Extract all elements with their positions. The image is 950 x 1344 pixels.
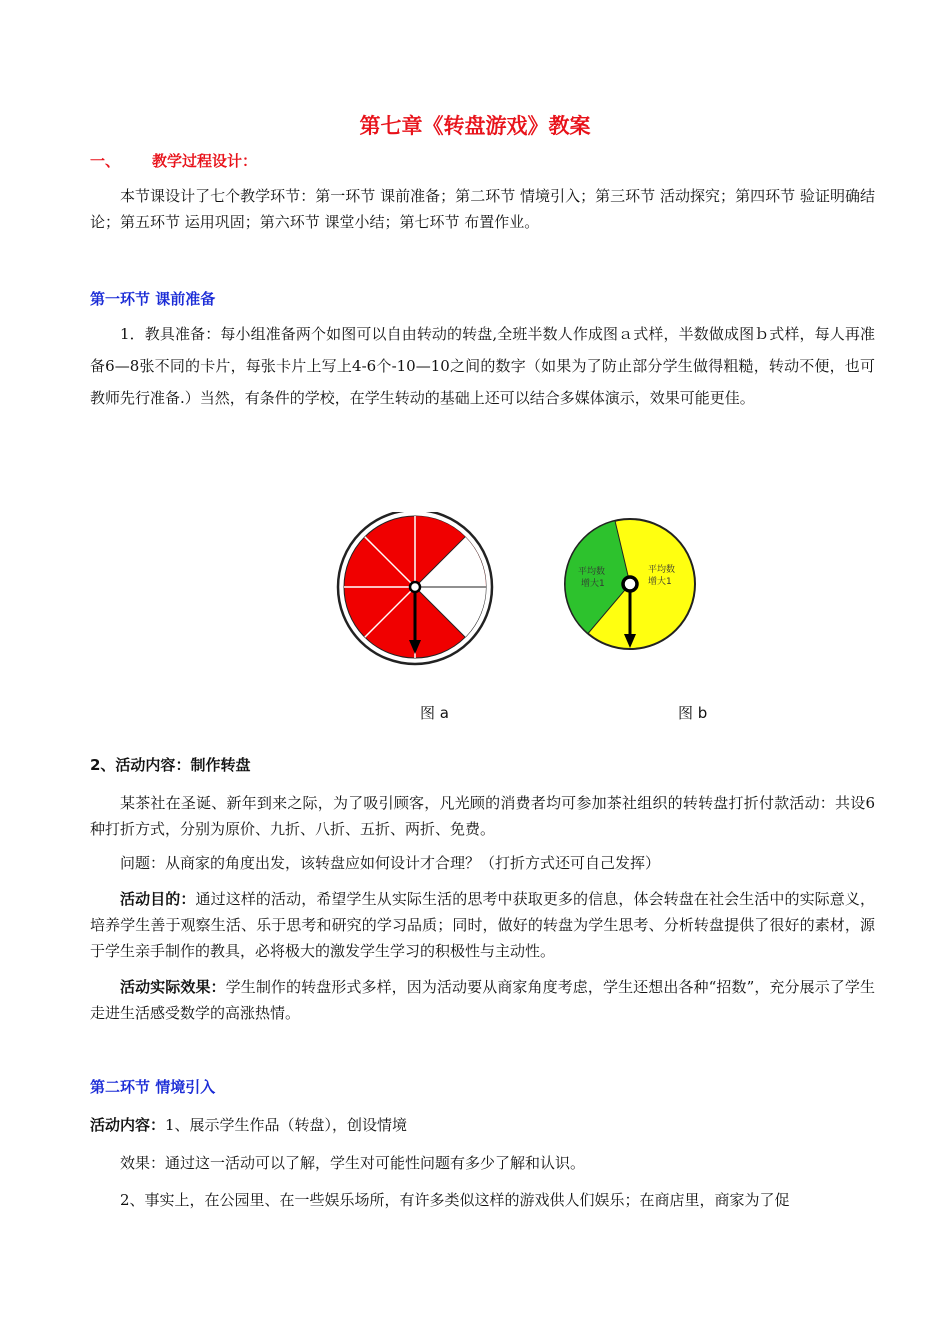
stage2-content-text: 1、展示学生作品（转盘），创设情境 <box>165 1116 408 1134</box>
stage2-content-label: 活动内容： <box>90 1116 166 1134</box>
spinner-figure <box>330 512 750 727</box>
section-heading <box>90 150 257 171</box>
figure-caption-b: 图 b <box>678 704 708 722</box>
svg-text:增大1: 增大1 <box>648 577 672 587</box>
effect-text: 学生制作的转盘形式多样，因为活动要从商家角度考虑，学生还想出各种“招数”，充分展示了学生走进生活感受数学的高涨热情。 <box>90 978 875 1022</box>
stage2-content-paragraph <box>90 1112 875 1138</box>
spinner-b <box>565 519 695 649</box>
spinner-a-hub <box>410 582 420 592</box>
activity-heading: 2、活动内容：制作转盘 <box>90 756 251 774</box>
spinner-b-green-label: 平均数 <box>578 567 606 577</box>
materials-paragraph: 1．教具准备：每小组准备两个如图可以自由转动的转盘,全班半数人作成图ａ式样，半数做成图ｂ式样，每人再准备6—8张不同的卡片，每张卡片上写上4-6个-10—10之间的数字（如果为了防止部分学生做得粗糙，转动不便，也可教师先行准备.）当然，有条件的学校，在学生转动的基础上还可以结合多媒体演示，效果可能更佳。 <box>90 325 875 407</box>
purpose-paragraph <box>90 886 875 964</box>
section-label: 教学过程设计： <box>152 152 258 170</box>
activity-paragraph: 某茶社在圣诞、新年到来之际，为了吸引顾客，凡光顾的消费者均可参加茶社组织的转转盘打折付款活动：共设6种打折方式，分别为原价、九折、八折、五折、两折、免费。 <box>90 794 875 838</box>
stage2-heading: 第二环节 情境引入 <box>90 1078 216 1096</box>
spinner-illustration <box>330 512 750 727</box>
purpose-label: 活动目的： <box>120 890 196 908</box>
spinner-b-hub <box>623 577 637 591</box>
purpose-text: 通过这样的活动，希望学生从实际生活的思考中获取更多的信息，体会转盘在社会生活中的实际意义，培养学生善于观察生活、乐于思考和研究的学习品质；同时，做好的转盘为学生思考、分析转盘提供了很好的素材，源于学生亲手制作的教具，必将极大的激发学生学习的积极性与主动性。 <box>90 890 875 960</box>
stage2-context-paragraph: 2、事实上，在公园里、在一些娱乐场所，有许多类似这样的游戏供人们娱乐；在商店里，商家为了促 <box>120 1191 790 1209</box>
page-title: 第七章《转盘游戏》教案 <box>359 114 591 138</box>
stage2-effect-paragraph: 效果：通过这一活动可以了解，学生对可能性问题有多少了解和认识。 <box>120 1154 586 1172</box>
spinner-b-yellow-label: 平均数 <box>648 565 676 575</box>
intro-paragraph: 本节课设计了七个教学环节：第一环节 课前准备；第二环节 情境引入；第三环节 活动探究；第四环节 验证明确结论；第五环节 运用巩固；第六环节 课堂小结；第七环节 布置作业。 <box>90 187 875 231</box>
question-paragraph: 问题：从商家的角度出发，该转盘应如何设计才合理？（打折方式还可自己发挥） <box>120 854 661 872</box>
section-number: 一、 <box>90 152 121 170</box>
spinner-a <box>338 512 492 664</box>
figure-caption-a: 图 a <box>420 704 449 722</box>
effect-label: 活动实际效果： <box>120 978 226 996</box>
effect-paragraph <box>90 974 875 1026</box>
stage1-heading: 第一环节 课前准备 <box>90 290 216 308</box>
svg-text:增大1: 增大1 <box>581 579 605 589</box>
